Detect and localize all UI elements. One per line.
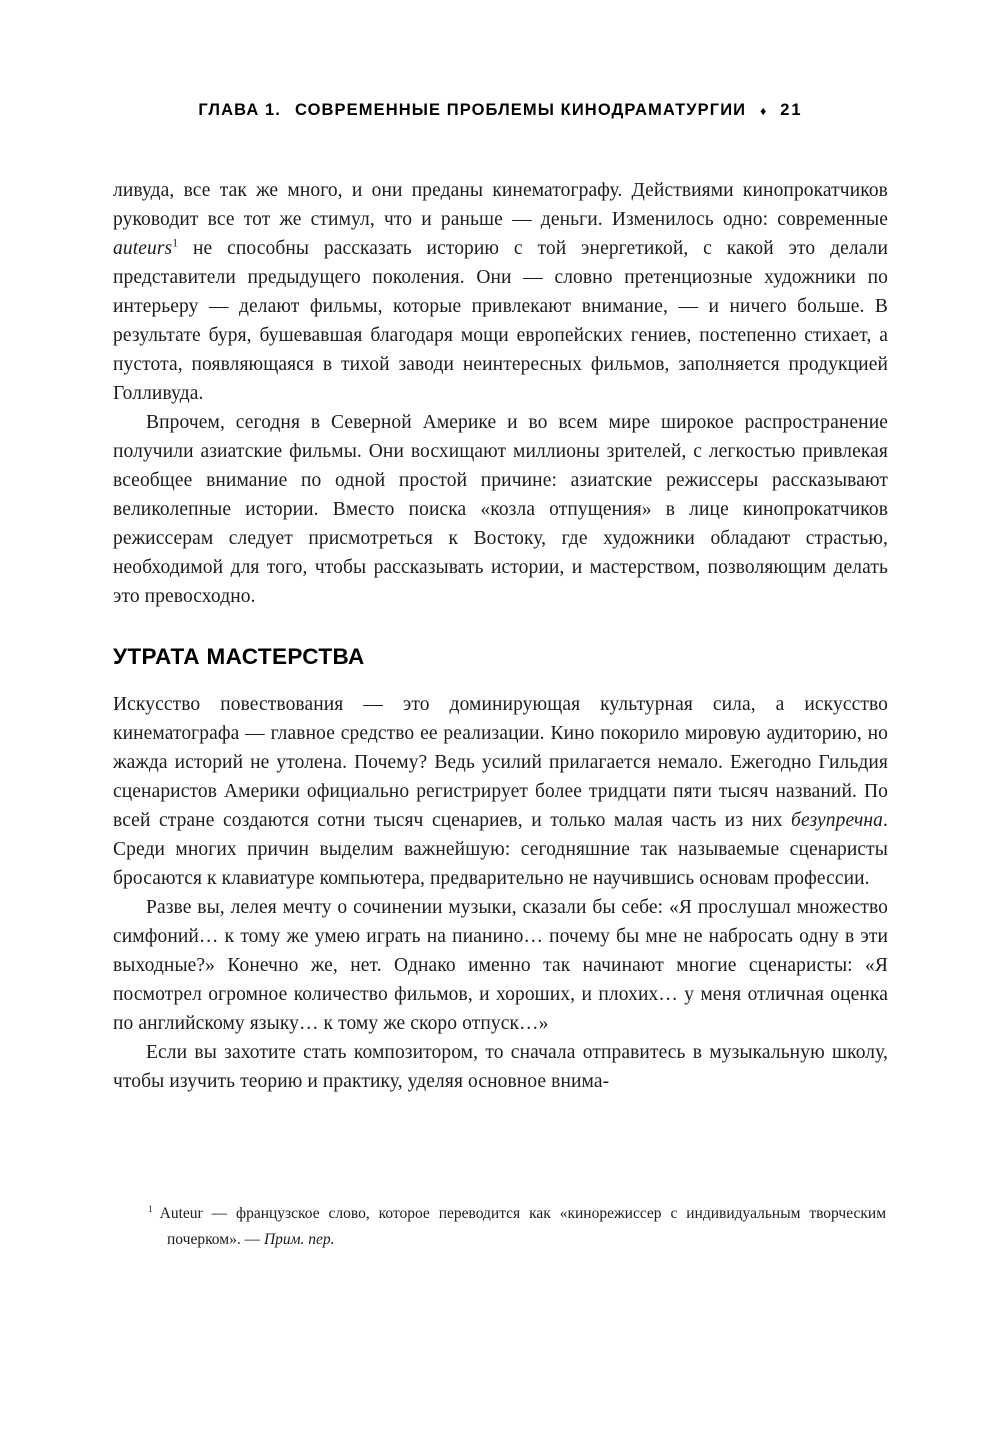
chapter-label: ГЛАВА 1. (198, 101, 281, 119)
text-run: ливуда, все так же много, и они преданы кинематографу. Действиями кинопрокатчиков руководит все тот же стимул, что и раньше — деньги. Изменилось одно: современные (113, 180, 888, 230)
footnote-reference: 1 (172, 236, 179, 250)
running-header (113, 101, 888, 120)
section-heading: УТРАТА МАСТЕРСТВА (113, 644, 365, 669)
body-paragraph (113, 408, 888, 611)
text-run: Auteur — французское слово, которое переводится как «кинорежиссер с индивидуальным творческим почерком». — (159, 1205, 886, 1248)
body-paragraph (113, 176, 888, 408)
text-run: Разве вы, лелея мечту о сочинении музыки, сказали бы себе: «Я прослушал множество симфоний… к тому же умею играть на пианино… почему бы мне не набросать одну в эти выходные?» Конечно же, нет. Однако именно так начинают многие сценаристы: «Я посмотрел огромное количество фильмов, и хороших, и плохих… у меня отличная оценка по английскому языку… к тому же скоро отпуск…» (113, 897, 888, 1034)
body-paragraph (113, 893, 888, 1038)
italic-text-run: auteurs (113, 238, 173, 259)
diamond-separator-icon: ♦ (760, 103, 767, 118)
italic-text-run: безупречна (791, 810, 884, 831)
page-content (113, 176, 888, 1096)
text-run: Если вы захотите стать композитором, то сначала отправитесь в музыкальную школу, чтобы изучить теорию и практику, уделяя основное внима- (113, 1042, 888, 1092)
page-number: 21 (780, 101, 803, 119)
italic-text-run: Прим. пер. (263, 1230, 335, 1248)
text-run: не способны рассказать историю с той энергетикой, с какой это делали представители предыдущего поколения. Они — словно претенциозные художники по интерьеру — делают фильмы, которые привлекают внимание, — и ничего больше. В результате буря, бушевавшая благодаря мощи европейских гениев, постепенно стихает, а пустота, появляющаяся в тихой заводи неинтересных фильмов, заполняется продукцией Голливуда. (113, 238, 888, 404)
chapter-title: СОВРЕМЕННЫЕ ПРОБЛЕМЫ КИНОДРАМАТУРГИИ (294, 101, 747, 119)
body-paragraph (113, 690, 888, 893)
text-run: Искусство повествования — это доминирующая культурная сила, а искусство кинематографа — главное средство ее реализации. Кино покорило мировую аудиторию, но жажда историй не утолена. Почему? Ведь усилий прилагается немало. Ежегодно Гильдия сценаристов Америки официально регистрирует более тридцати пяти тысяч названий. По всей стране создаются сотни тысяч сценариев, и только малая часть из них (113, 694, 888, 831)
text-run: Впрочем, сегодня в Северной Америке и во всем мире широкое распространение получили азиатские фильмы. Они восхищают миллионы зрителей, с легкостью привлекая всеобщее внимание по одной простой причине: азиатские режиссеры рассказывают великолепные истории. Вместо поиска «козла отпущения» в лице кинопрокатчиков режиссерам следует присмотреться к Востоку, где художники обладают страстью, необходимой для того, чтобы рассказывать истории, и мастерством, позволяющим делать это превосходно. (113, 412, 888, 607)
footnote (148, 1201, 886, 1252)
body-paragraph (113, 1038, 888, 1096)
text-run: . Среди многих причин выделим важнейшую: сегодняшние так называемые сценаристы бросаются к клавиатуре компьютера, предварительно не научившись основам профессии. (113, 810, 888, 889)
footnote-marker: 1 (148, 1204, 153, 1215)
